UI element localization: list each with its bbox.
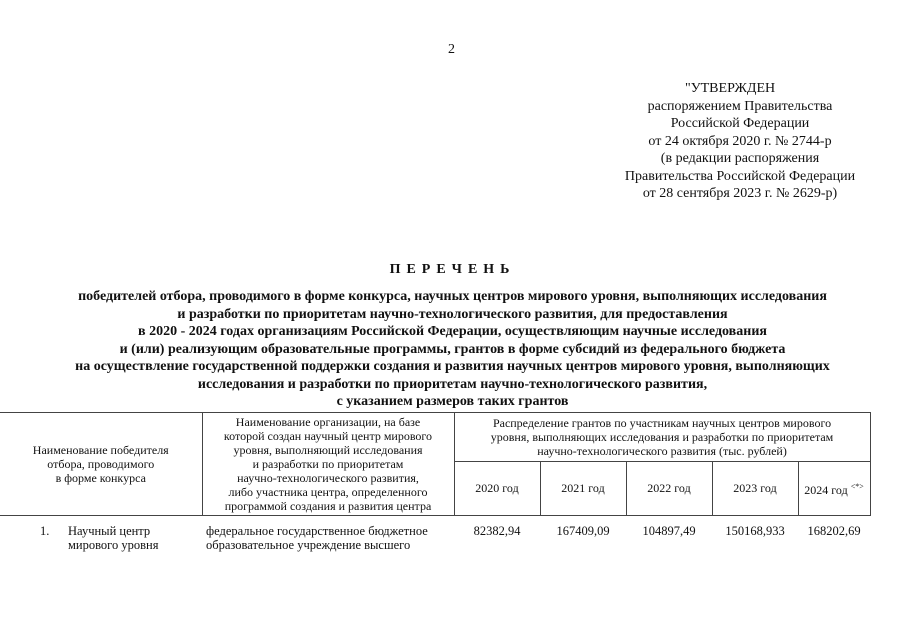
header-grant-distribution: Распределение грантов по участникам научных центров мирового уровня, выполняющих исследования и разработки по приоритетам научно-технологического развития (тыс. рублей) xyxy=(454,413,870,462)
row-organization: федеральное государственное бюджетное образовательное учреждение высшего xyxy=(206,524,428,552)
header-year-2024: 2024 год <*> xyxy=(798,461,870,515)
approval-line: Правительства Российской Федерации xyxy=(624,168,856,184)
subtitle-line: с указанием размеров таких грантов xyxy=(336,394,569,409)
header-year-2021: 2021 год xyxy=(540,461,626,515)
page-number: 2 xyxy=(448,42,455,57)
row-winner: 1. Научный центр мирового уровня xyxy=(40,524,159,552)
value-2021: 167409,09 xyxy=(556,524,610,538)
header-year-2022: 2022 год xyxy=(626,461,712,515)
subtitle-line: на осуществление государственной поддержки создания и развития научных центров мирового уровня, выполняющих xyxy=(75,359,830,374)
approval-line: Российской Федерации xyxy=(670,116,810,131)
approval-line: от 28 сентября 2023 г. № 2629-р) xyxy=(642,186,838,201)
document-title: ПЕРЕЧЕНЬ xyxy=(389,262,516,277)
subtitle-line: исследования и разработки по приоритетам научно-технологического развития, xyxy=(197,376,708,392)
approval-line: распоряжением Правительства xyxy=(647,98,833,114)
header-year-2023: 2023 год xyxy=(712,461,798,515)
value-2020: 82382,94 xyxy=(473,524,521,538)
subtitle-line: в 2020 - 2024 годах организациям Российской Федерации, осуществляющим научные исследования xyxy=(138,324,767,339)
approval-line: от 24 октября 2020 г. № 2744-р xyxy=(648,133,832,149)
value-2022: 104897,49 xyxy=(642,524,696,538)
subtitle-line: и разработки по приоритетам научно-технологического развития, для предоставления xyxy=(177,306,728,322)
grants-table xyxy=(0,412,871,552)
subtitle-line: и (или) реализующим образовательные программы, грантов в форме субсидий из федерального бюджета xyxy=(119,341,786,357)
approval-line: (в редакции распоряжения xyxy=(660,151,820,166)
header-year-2020: 2020 год xyxy=(454,461,540,515)
footnote-marker: <*> xyxy=(850,481,864,491)
header-winner: Наименование победителя отбора, проводимого в форме конкурса xyxy=(0,413,202,516)
header-organization: Наименование организации, на базе которой создан научный центр мирового уровня, выполняющий исследования и разработки по приоритетам научно-технологического развития, либо участника центра, определенного программой создания и развития центра xyxy=(202,413,454,516)
approval-stamp xyxy=(595,80,885,203)
document-subtitle xyxy=(0,288,905,411)
table-row xyxy=(0,516,870,553)
approval-head: "УТВЕРЖДЕН xyxy=(685,81,776,96)
value-2024: 168202,69 xyxy=(807,524,861,538)
subtitle-line: победителей отбора, проводимого в форме конкурса, научных центров мирового уровня, выполняющих исследования xyxy=(78,289,827,304)
row-index: 1. xyxy=(40,524,50,538)
value-2023: 150168,933 xyxy=(725,524,785,538)
